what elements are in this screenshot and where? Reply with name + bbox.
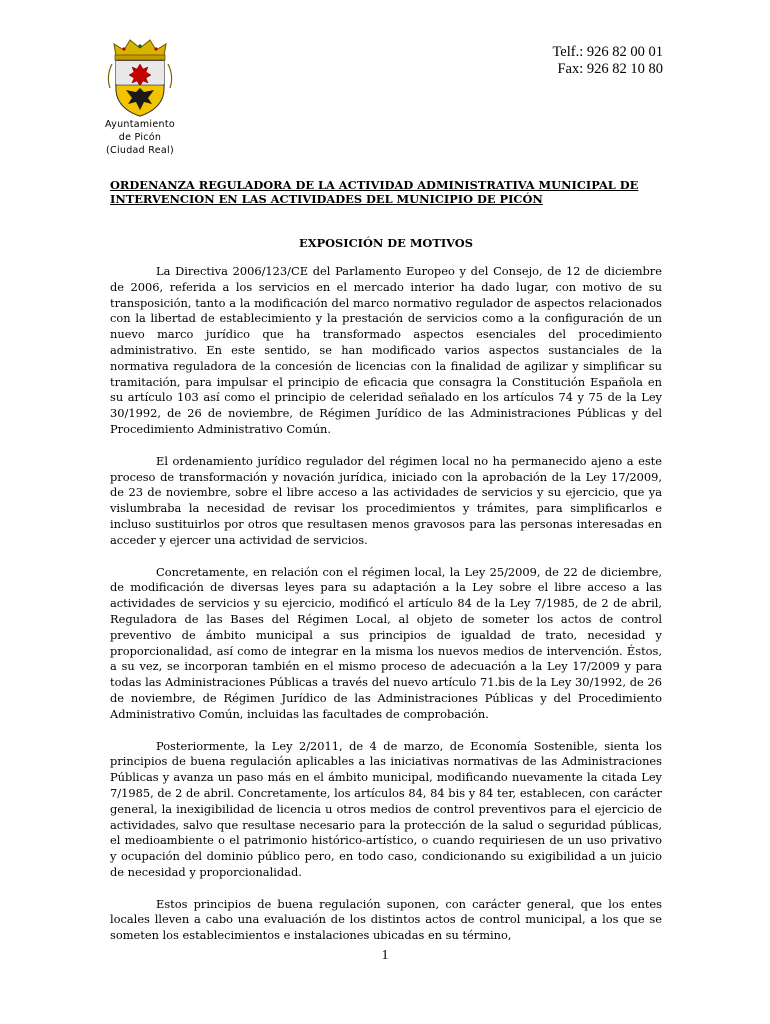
document-title: ORDENANZA REGULADORA DE LA ACTIVIDAD ADMINISTRATIVA MUNICIPAL DE INTERVENCION EN LAS ACTIVIDADES DEL MUNICIPIO DE PICÓN [110,178,639,206]
fax-number: Fax: 926 82 10 80 [557,61,663,77]
page-number: 1 [381,948,389,963]
municipality-line: de Picón [118,132,162,143]
document-body [110,264,662,960]
coat-of-arms-icon [104,36,176,118]
phone-number: Telf.: 926 82 00 01 [552,44,663,60]
body-paragraph: El ordenamiento jurídico regulador del régimen local no ha permanecido ajeno a este proceso de transformación y novación jurídica, iniciado con la aprobación de la Ley 17/2009, de 23 de noviembre, sobre el libre acceso a las actividades de servicios y su ejercicio, que ya vislumbraba la necesidad de revisar los procedimientos y trámites, para simplificarlos e incluso sustituirlos por otros que resultasen menos gravosos para las personas interesadas en acceder y ejercer una actividad de servicios. [110,453,662,547]
municipality-line: (Ciudad Real) [106,145,174,156]
contact-info [552,44,663,78]
body-paragraph: Concretamente, en relación con el régimen local, la Ley 25/2009, de 22 de diciembre, de modificación de diversas leyes para su adaptación a la Ley sobre el libre acceso a las actividades de servicios y su ejercicio, modificó el artículo 84 de la Ley 7/1985, de 2 de abril, Reguladora de las Bases del Régimen Local, al objeto de someter los actos de control preventivo de ámbito municipal a sus principios de igualdad de trato, necesidad y proporcionalidad, así como de integrar en la misma los nuevos medios de intervención. Éstos, a su vez, se incorporan también en el mismo proceso de adecuación a la Ley 17/2009 y para todas las Administraciones Públicas a través del nuevo artículo 71.bis de la Ley 30/1992, de 26 de noviembre, de Régimen Jurídico de las Administraciones Públicas y del Procedimiento Administrativo Común, incluidas las facultades de comprobación. [110,564,662,721]
body-paragraph: La Directiva 2006/123/CE del Parlamento Europeo y del Consejo, de 12 de diciembre de 2006, referida a los servicios en el mercado interior ha dado lugar, con motivo de su transposición, tanto a la modificación del marco normativo regulador de aspectos relacionados con la libertad de establecimiento y la prestación de servicios como a la configuración de un nuevo marco jurídico que ha transformado aspectos esenciales del procedimiento administrativo. En este sentido, se han modificado varios aspectos sustanciales de la normativa reguladora de la concesión de licencias con la finalidad de agilizar y simplificar su tramitación, para impulsar el principio de eficacia que consagra la Constitución Española en su artículo 103 así como el principio de celeridad señalado en los artículos 74 y 75 de la Ley 30/1992, de 26 de noviembre, de Régimen Jurídico de las Administraciones Públicas y del Procedimiento Administrativo Común. [110,264,662,436]
municipality-name [90,118,190,157]
section-heading: EXPOSICIÓN DE MOTIVOS [299,236,473,250]
municipality-line: Ayuntamiento [105,119,175,130]
body-paragraph: Estos principios de buena regulación suponen, con carácter general, que los entes locales lleven a cabo una evaluación de los distintos actos de control municipal, a los que se someten los establecimientos e instalaciones ubicadas en su término, [110,896,662,943]
body-paragraph: Posteriormente, la Ley 2/2011, de 4 de marzo, de Economía Sostenible, sienta los principios de buena regulación aplicables a las iniciativas normativas de las Administraciones Públicas y avanza un paso más en el ámbito municipal, modificando nuevamente la citada Ley 7/1985, de 2 de abril. Concretamente, los artículos 84, 84 bis y 84 ter, establecen, con carácter general, la inexigibilidad de licencia u otros medios de control preventivos para el ejercicio de actividades, salvo que resultase necesario para la protección de la salud o seguridad públicas, el medioambiente o el patrimonio histórico-artístico, o cuando requiriesen de un uso privativo y ocupación del dominio público pero, en todo caso, condicionando su exigibilidad a un juicio de necesidad y proporcionalidad. [110,738,662,879]
